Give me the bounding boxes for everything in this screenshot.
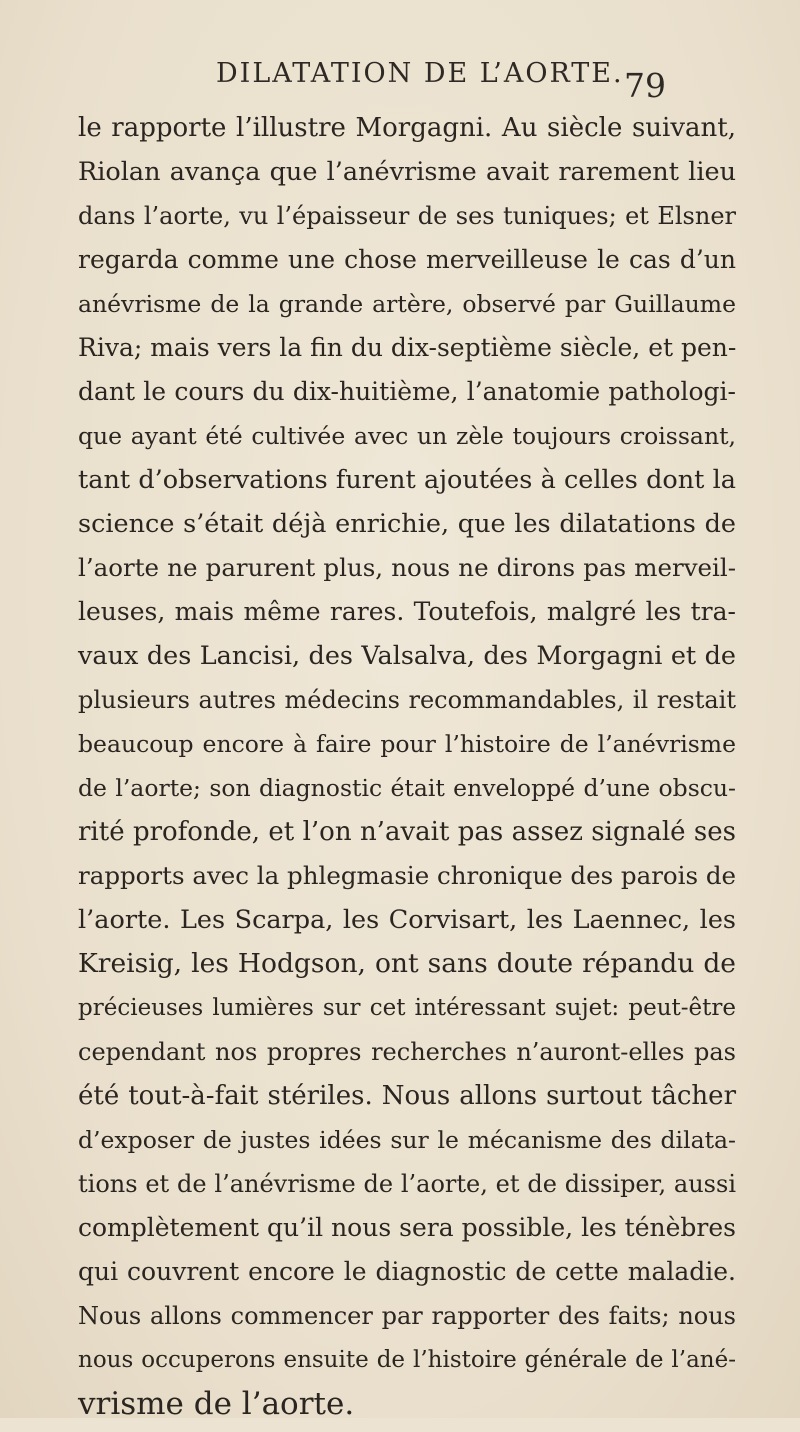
running-head [0, 58, 800, 105]
text-line: Nous allons commencer par rapporter des faits; nous [78, 1302, 736, 1330]
text-line: complètement qu’il nous sera possible, les ténèbres [78, 1213, 736, 1242]
text-line: dans l’aorte, vu l’épaisseur de ses tuniques; et Elsner [78, 202, 736, 230]
text-line: leuses, mais même rares. Toutefois, malgré les tra- [78, 597, 736, 626]
text-line: l’aorte. Les Scarpa, les Corvisart, les Laennec, les [78, 905, 736, 935]
text-line: rité profonde, et l’on n’avait pas assez signalé ses [78, 817, 736, 847]
text-line: le rapporte l’illustre Morgagni. Au siècle suivant, [78, 113, 736, 143]
text-line: de l’aorte; son diagnostic était enveloppé d’une obscu- [78, 774, 736, 802]
text-line: science s’était déjà enrichie, que les dilatations de [78, 509, 736, 539]
text-line: que ayant été cultivée avec un zèle toujours croissant, [78, 422, 736, 450]
text-line: qui couvrent encore le diagnostic de cette maladie. [78, 1257, 736, 1286]
running-head-title: DILATATION DE L’AORTE. [216, 58, 624, 89]
text-line-last: vrisme de l’aorte. [78, 1386, 355, 1422]
text-line: Riolan avança que l’anévrisme avait rarement lieu [78, 157, 736, 187]
text-line: anévrisme de la grande artère, observé par Guillaume [78, 290, 736, 318]
text-line: Riva; mais vers la fin du dix-septième siècle, et pen- [78, 333, 737, 362]
page-number: 79 [624, 66, 666, 105]
text-line: tions et de l’anévrisme de l’aorte, et de dissiper, aussi [78, 1170, 736, 1198]
text-line: Kreisig, les Hodgson, ont sans doute répandu de [78, 948, 736, 979]
text-line: rapports avec la phlegmasie chronique des parois de [78, 861, 737, 890]
text-line: d’exposer de justes idées sur le mécanisme des dilata- [78, 1126, 736, 1154]
text-line: nous occuperons ensuite de l’histoire générale de l’ané- [78, 1347, 736, 1373]
text-line: beaucoup encore à faire pour l’histoire de l’anévrisme [78, 730, 736, 758]
text-line: regarda comme une chose merveilleuse le cas d’un [78, 245, 736, 274]
text-line: dant le cours du dix-huitième, l’anatomie pathologi- [78, 377, 736, 406]
text-line: été tout-à-fait stériles. Nous allons surtout tâcher [78, 1081, 736, 1111]
text-line: plusieurs autres médecins recommandables, il restait [78, 686, 736, 714]
text-line: cependant nos propres recherches n’auront-elles pas [78, 1038, 736, 1066]
text-line: vaux des Lancisi, des Valsalva, des Morgagni et de [78, 641, 736, 671]
text-line: tant d’observations furent ajoutées à celles dont la [78, 465, 736, 495]
text-line: l’aorte ne parurent plus, nous ne dirons pas merveil- [78, 553, 736, 582]
text-line: précieuses lumières sur cet intéressant sujet: peut-être [78, 995, 736, 1021]
